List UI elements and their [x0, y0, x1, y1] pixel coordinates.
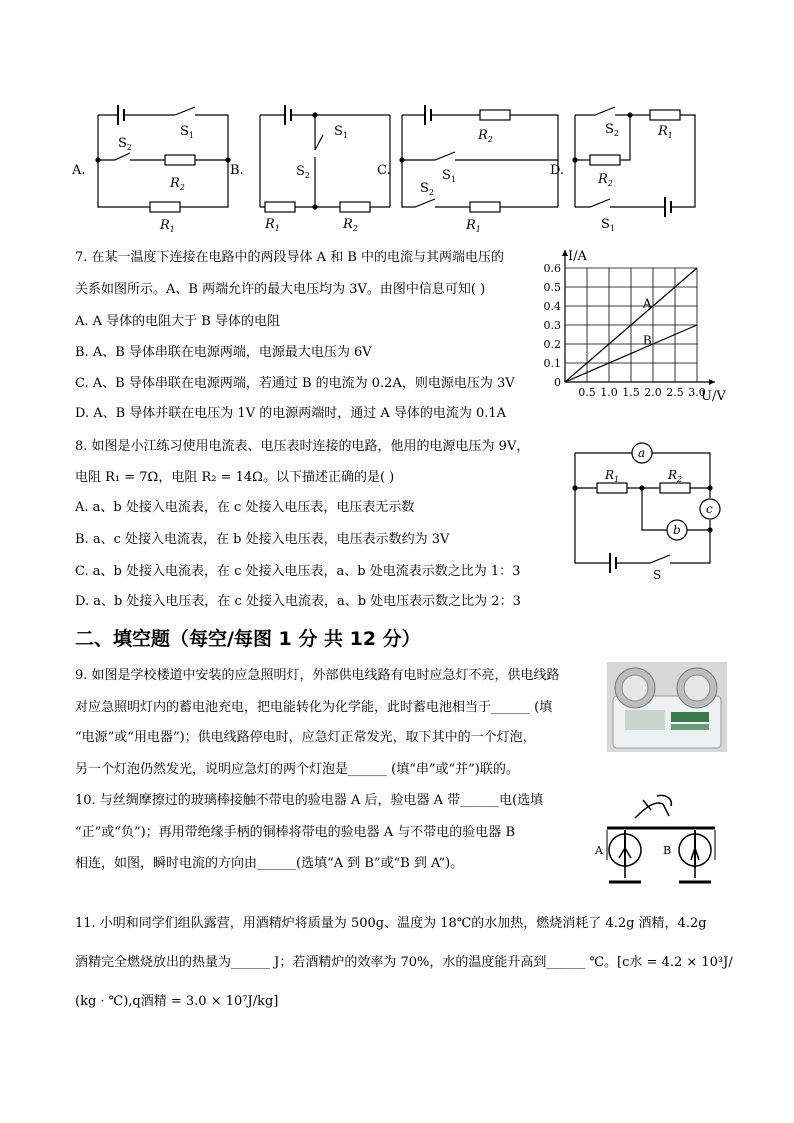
x-tick-label: 2.0: [644, 386, 662, 399]
svg-text:S2: $S_2$: [296, 164, 310, 180]
y-tick-label: 0.5: [543, 281, 561, 294]
q9-line4: 另一个灯泡仍然发光，说明应急灯的两个灯泡是______ (填“串”或“并”)联的。: [75, 762, 519, 777]
q9-line1: 9. 如图是学校楼道中安装的应急照明灯，外部供电线路有电时应急灯不亮，供电线路: [75, 668, 560, 683]
q8-option-b: B. a、c 处接入电流表，在 b 处接入电压表，电压表示数约为 3V: [75, 532, 450, 547]
circuit-options: [70, 95, 730, 235]
svg-text:S1: $S_1$: [442, 168, 456, 184]
q10-line1: 10. 与丝绸摩擦过的玻璃棒接触不带电的验电器 A 后，验电器 A 带______电(选填: [75, 793, 544, 808]
svg-text:S1: $S_1$: [334, 124, 348, 140]
q11-line1: 11. 小明和同学们组队露营，用酒精炉将质量为 500g、温度为 18℃的水加热，燃烧消耗了 4.2g 酒精，4.2g: [75, 916, 707, 931]
svg-text:R1: $R_1$: [466, 218, 481, 234]
x-tick-label: 1.5: [622, 386, 640, 399]
svg-text:S1: $S_1$: [601, 217, 615, 233]
y-tick-label: 0.4: [543, 300, 561, 313]
q8-option-a: A. a、b 处接入电流表，在 c 处接入电压表，电压表无示数: [75, 500, 415, 515]
q7-option-a: A. A 导体的电阻大于 B 导体的电阻: [75, 314, 280, 329]
y-tick-label: 0.6: [543, 262, 561, 275]
q11-line3: (kg · ℃),q酒精 = 3.0 × 10⁷J/kg]: [75, 994, 279, 1009]
series-label-a: A: [642, 296, 652, 311]
svg-text:R2: $R_2$: [668, 468, 683, 484]
electroscope-a-label: A: [595, 844, 603, 857]
x-tick-label: 1.0: [600, 386, 618, 399]
meter-b-label: b: [673, 523, 681, 537]
q9-line2: 对应急照明灯内的蓄电池充电，把电能转化为化学能，此时蓄电池相当于______ (填: [75, 700, 553, 715]
svg-text:S2: $S_2$: [605, 122, 619, 138]
q7-stem-line1: 7. 在某一温度下连接在电路中的两段导体 A 和 B 中的电流与其两端电压的: [75, 250, 505, 265]
x-tick-label: 0.5: [578, 386, 596, 399]
q9-line3: “电源”或“用电器”)；供电线路停电时，应急灯正常发光，取下其中的一个灯泡，: [75, 730, 536, 745]
origin-label: 0: [554, 376, 561, 389]
q11-line2: 酒精完全燃烧放出的热量为______ J；若酒精炉的效率为 70%，水的温度能升高到______ ℃。[c水 = 4.2 × 10³J/: [75, 955, 733, 970]
option-a-label: A.: [72, 163, 86, 178]
svg-text:R2: $R_2$: [170, 176, 185, 192]
y-axis-label: I/A: [568, 249, 587, 264]
svg-text:R1: $R_1$: [658, 124, 673, 140]
q8-circuit: [565, 438, 730, 583]
svg-text:R2: $R_2$: [598, 172, 613, 188]
q7-option-b: B. A、B 导体串联在电源两端，电源最大电压为 6V: [75, 345, 372, 360]
q7-stem-line2: 关系如图所示。A、B 两端允许的最大电压均为 3V。由图中信息可知( ): [75, 282, 486, 297]
q7-option-c: C. A、B 导体串联在电源两端，若通过 B 的电流为 0.2A，则电源电压为 3V: [75, 376, 515, 391]
meter-c-label: c: [706, 502, 713, 516]
y-tick-label: 0.1: [543, 357, 561, 370]
x-axis-arrow: [709, 379, 715, 385]
svg-text:R1: $R_1$: [160, 218, 175, 234]
q7-option-d: D. A、B 导体并联在电压为 1V 的电源两端时，通过 A 导体的电流为 0.1A: [75, 406, 507, 421]
circuit-b: [260, 105, 390, 212]
x-axis-label: U/V: [701, 389, 726, 404]
q8-option-c: C. a、b 处接入电流表，在 c 处接入电压表，a、b 处电流表示数之比为 1：3: [75, 564, 521, 579]
iu-graph: [535, 248, 730, 408]
svg-text:R1: $R_1$: [265, 217, 280, 233]
option-d-label: D.: [550, 163, 565, 178]
circuit-a: [96, 105, 230, 212]
section-title: 二、填空题（每空/每图 1 分 共 12 分）: [75, 628, 421, 650]
electroscope-b-label: B: [663, 844, 672, 857]
x-tick-label: 2.5: [666, 386, 684, 399]
svg-text:R2: $R_2$: [478, 128, 493, 144]
option-c-label: C.: [377, 163, 391, 178]
q10-line3: 相连，如图，瞬时电流的方向由______(选填“A 到 B”或“B 到 A”)。: [75, 856, 464, 871]
q10-line2: “正”或“负”)；再用带绝缘手柄的铜棒将带电的验电器 A 与不带电的验电器 B: [75, 825, 515, 840]
emergency-light-photo: [607, 662, 727, 752]
electroscope-figure: [595, 790, 730, 895]
svg-text:R1: $R_1$: [605, 468, 620, 484]
svg-text:S1: $S_1$: [180, 124, 194, 140]
x-tick-label: 3.0: [688, 386, 706, 399]
svg-text:R2: $R_2$: [343, 217, 358, 233]
meter-a-label: a: [638, 446, 646, 460]
q8-stem-line1: 8. 如图是小江练习使用电流表、电压表时连接的电路，他用的电源电压为 9V，: [75, 439, 530, 454]
svg-text:S2: $S_2$: [118, 136, 132, 152]
q8-option-d: D. a、b 处接入电压表，在 c 处接入电流表，a、b 处电压表示数之比为 2：3: [75, 594, 521, 609]
circuit-d: [573, 107, 695, 217]
svg-text:S2: $S_2$: [420, 181, 434, 197]
y-tick-label: 0.2: [543, 338, 561, 351]
switch-s-label: S: [653, 568, 662, 582]
y-tick-label: 0.3: [543, 319, 561, 332]
q8-stem-line2: 电阻 R₁ = 7Ω，电阻 R₂ = 14Ω。以下描述正确的是( ): [75, 470, 395, 485]
series-label-b: B: [642, 333, 652, 348]
option-b-label: B.: [230, 163, 244, 178]
